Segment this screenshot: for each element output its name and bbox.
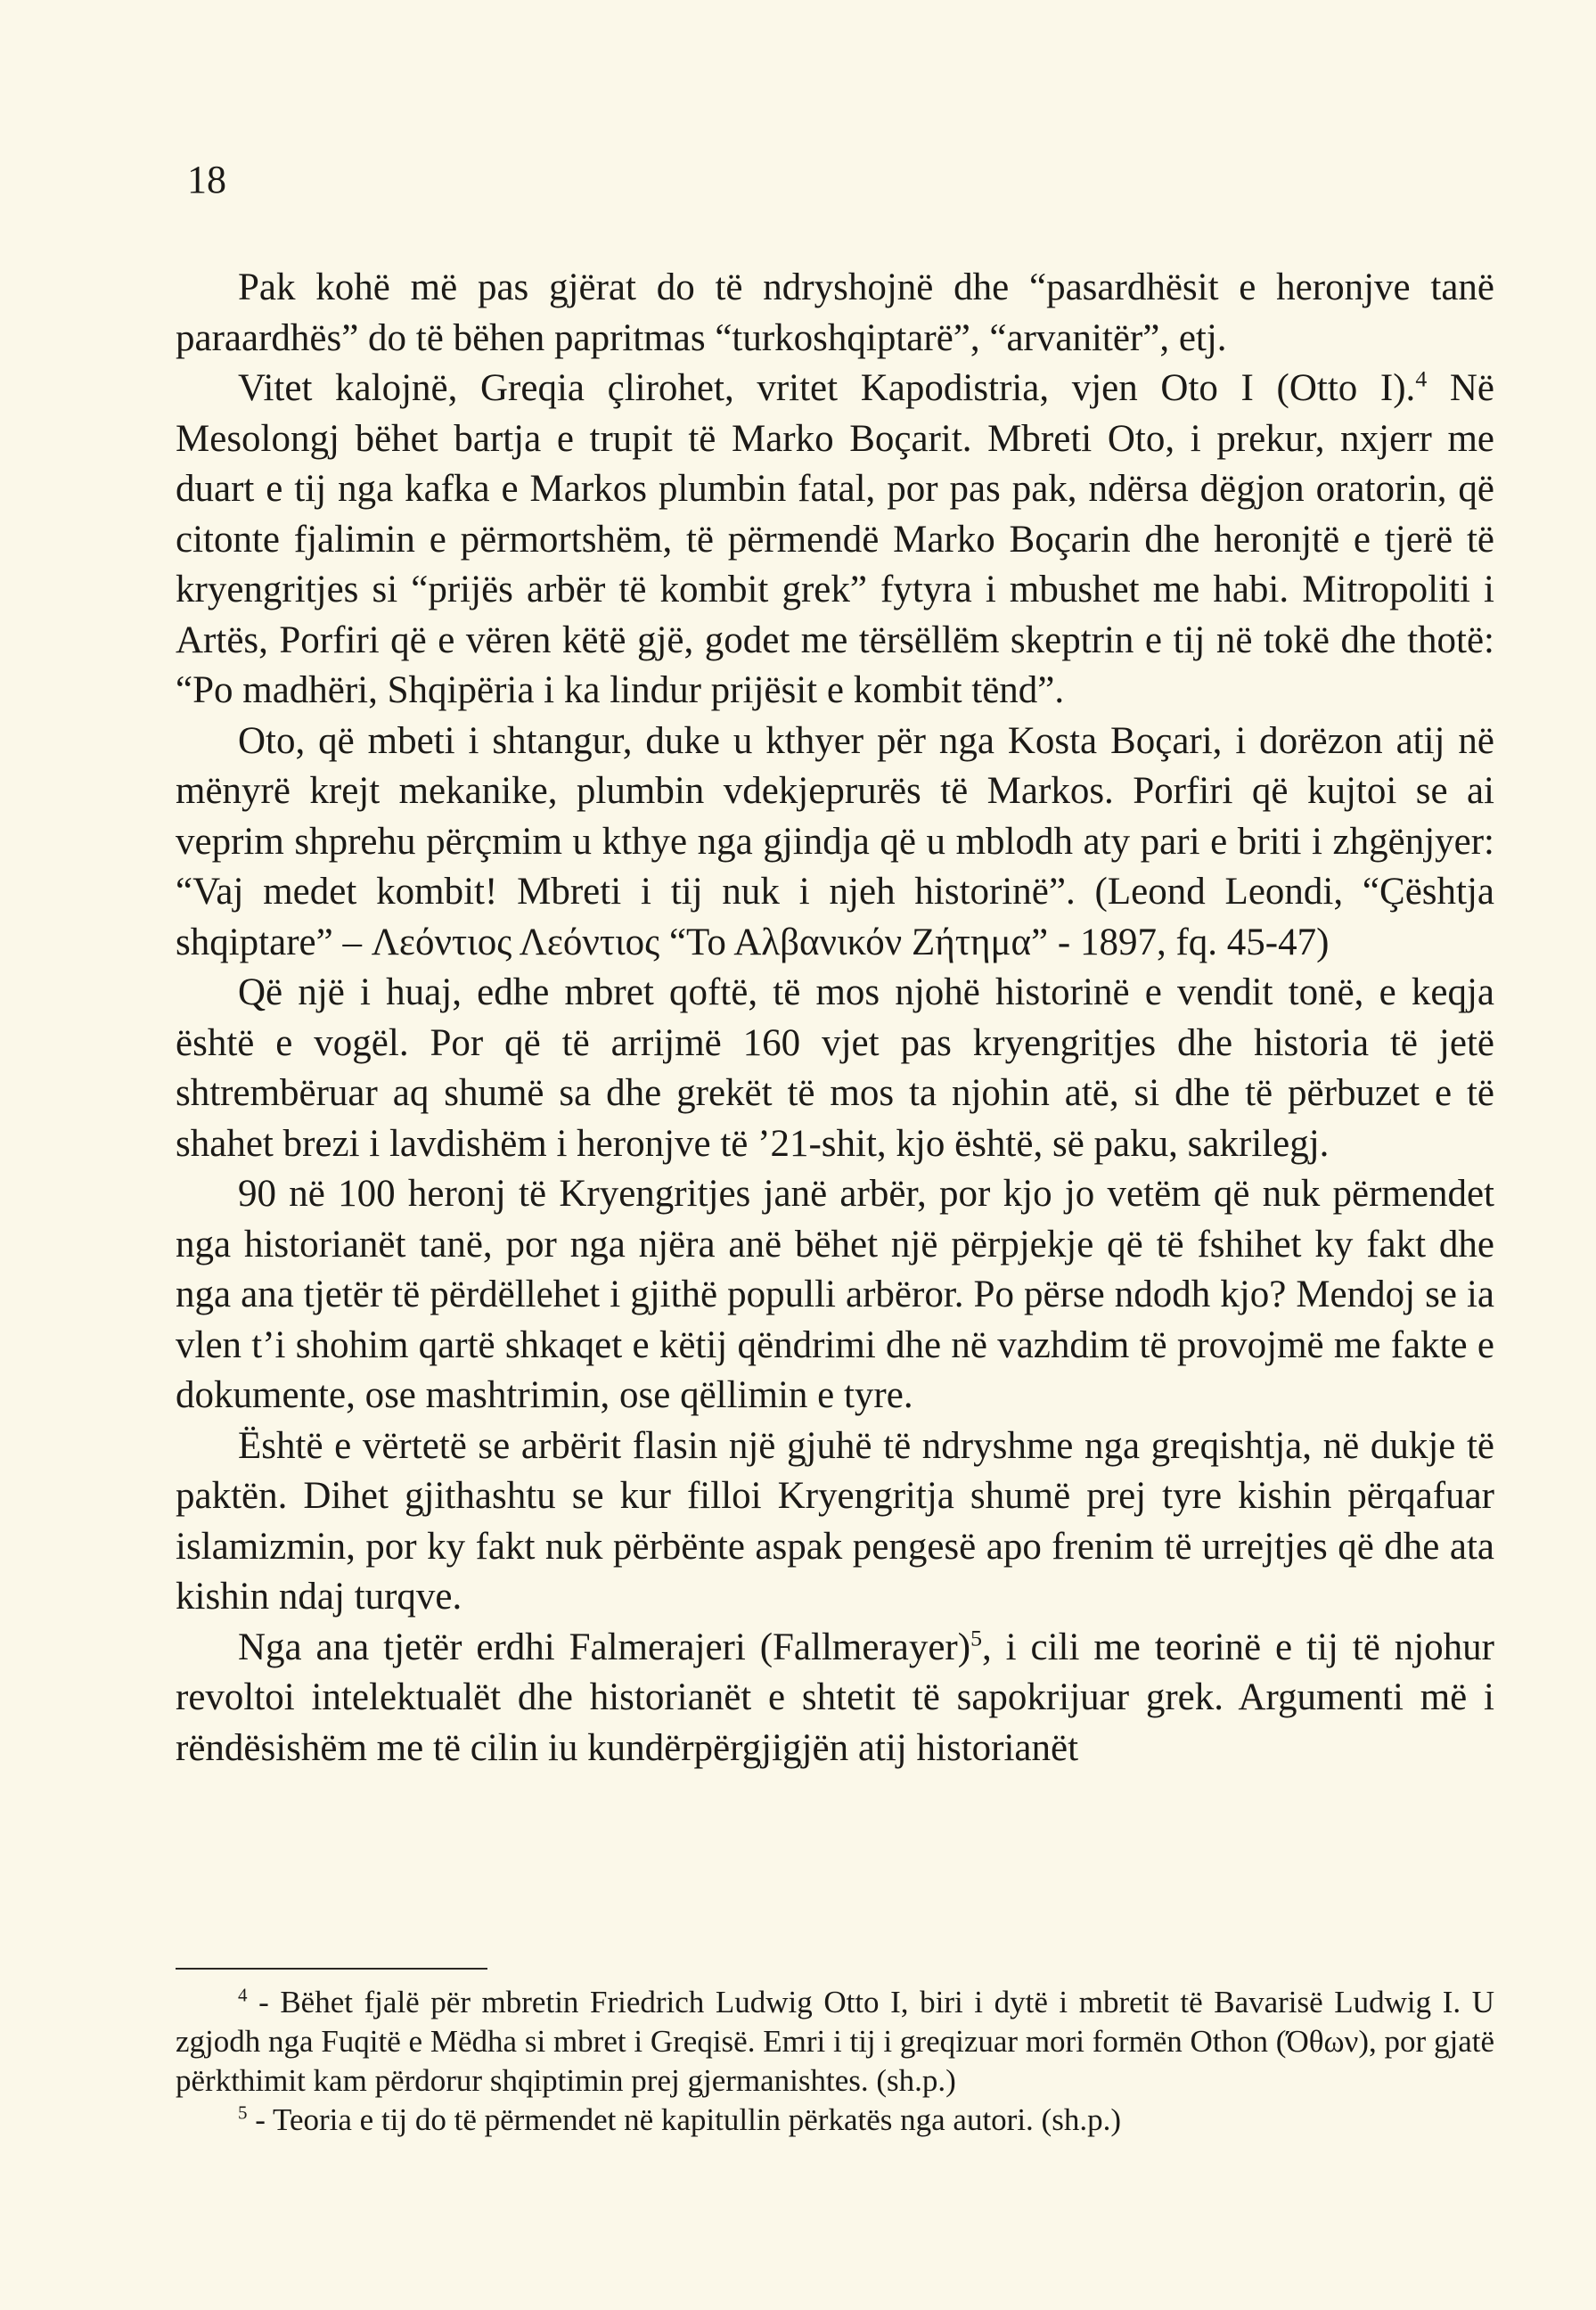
paragraph: Që një i huaj, edhe mbret qoftë, të mos njohë historinë e vendit tonë, e keqja është e vogël. Por që të arrijmë 160 vjet pas kryengritjes dhe historia të jetë shtrembëruar aq shumë sa dhe grekët të mos ta njohin atë, si dhe të përbuzet e të shahet brezi i lavdishëm i heronjve të ’21-shit, kjo është, së paku, sakrilegj. bbox=[176, 971, 1494, 1165]
paragraph-text: Në Mesolongj bëhet bartja e trupit të Marko Boçarit. Mbreti Oto, i prekur, nxjerr me duart e tij nga kafka e Markos plumbin fatal, por pas pak, ndërsa dëgjon oratorin, që citonte fjalimin e përmortshëm, të përmendë Marko Boçarin dhe heronjtë e tjerë të kryengritjes si “prijës arbër të kombit grek” fytyra i mbushet me habi. Mitropoliti i Artës, Porfiri që e vëren këtë gjë, godet me tërsëllëm skeptrin e tij në tokë dhe thotë: “Po madhëri, Shqipëria i ka lindur prijësit e kombit tënd”. bbox=[176, 367, 1494, 711]
footnote-ref-5[interactable]: 5 bbox=[970, 1625, 982, 1651]
paragraph-text: Nga ana tjetër erdhi Falmerajeri (Fallmerayer) bbox=[238, 1626, 971, 1668]
paragraph-text: , i cili me teorinë e tij të njohur revoltoi intelektualët dhe historianët e shtetit të sapokrijuar grek. Argumenti më i rëndësishëm me të cilin iu kundërpërgjigjën atij historianët bbox=[176, 1626, 1494, 1769]
footnote-number-4: 4 bbox=[238, 1984, 248, 2006]
paragraph bbox=[176, 1623, 1494, 1774]
paragraph: Pak kohë më pas gjërat do të ndryshojnë dhe “pasardhësit e heronjve tanë paraardhës” do të bëhen papritmas “turkoshqiptarë”, “arvanitër”, etj. bbox=[176, 266, 1494, 359]
footnote-divider bbox=[176, 1968, 487, 1970]
paragraph bbox=[176, 364, 1494, 717]
paragraph: Është e vërtetë se arbërit flasin një gjuhë të ndryshme nga greqishtja, në dukje të paktën. Dihet gjithashtu se kur filloi Kryengritja shumë prej tyre kishin përqafuar islamizmin, por ky fakt nuk përbënte aspak pengesë apo frenim të urrejtjes që dhe ata kishin ndaj turqve. bbox=[176, 1424, 1494, 1618]
footnote-5 bbox=[176, 2101, 1494, 2140]
footnote-text: - Bëhet fjalë për mbretin Friedrich Ludwig Otto I, biri i dytë i mbretit të Bavarisë Ludwig I. U zgjodh nga Fuqitë e Mëdha si mbret i Greqisë. Emri i tij i greqizuar mori formën Othon (Όθων), por gjatë përkthimit kam përdorur shqiptimin prej gjermanishtes. (sh.p.) bbox=[176, 1985, 1494, 2098]
paragraph: 90 në 100 heronj të Kryengritjes janë arbër, por kjo jo vetëm që nuk përmendet nga historianët tanë, por nga njëra anë bëhet një përpjekje që të fshihet ky fakt dhe nga ana tjetër të përdëllehet i gjithë populli arbëror. Po përse ndodh kjo? Mendoj se ia vlen t’i shohim qartë shkaqet e këtij qëndrimi dhe në vazhdim të provojmë me fakte e dokumente, ose mashtrimin, ose qëllimin e tyre. bbox=[176, 1173, 1494, 1416]
footnote-number-5: 5 bbox=[238, 2101, 248, 2124]
page-number: 18 bbox=[187, 158, 226, 201]
body-text bbox=[176, 263, 1494, 1773]
paragraph-text: Vitet kalojnë, Greqia çlirohet, vritet Kapodistria, vjen Oto I (Otto I). bbox=[238, 367, 1416, 409]
footnote-4 bbox=[176, 1983, 1494, 2101]
footnotes bbox=[176, 1983, 1494, 2140]
footnote-text: - Teoria e tij do të përmendet në kapitullin përkatës nga autori. (sh.p.) bbox=[247, 2102, 1121, 2137]
paragraph: Oto, që mbeti i shtangur, duke u kthyer për nga Kosta Boçari, i dorëzon atij në mënyrë krejt mekanike, plumbin vdekjeprurës të Markos. Porfiri që kujtoi se ai veprim shprehu përçmim u kthye nga gjindja që u mblodh aty pari e briti i zhgënjyer: “Vaj medet kombit! Mbreti i tij nuk i njeh historinë”. (Leond Leondi, “Çështja shqiptare” – Λεόντιος Λεόντιος “Το Αλβανικόν Ζήτημα” - 1897, fq. 45-47) bbox=[176, 719, 1494, 963]
footnote-ref-4[interactable]: 4 bbox=[1415, 365, 1428, 392]
